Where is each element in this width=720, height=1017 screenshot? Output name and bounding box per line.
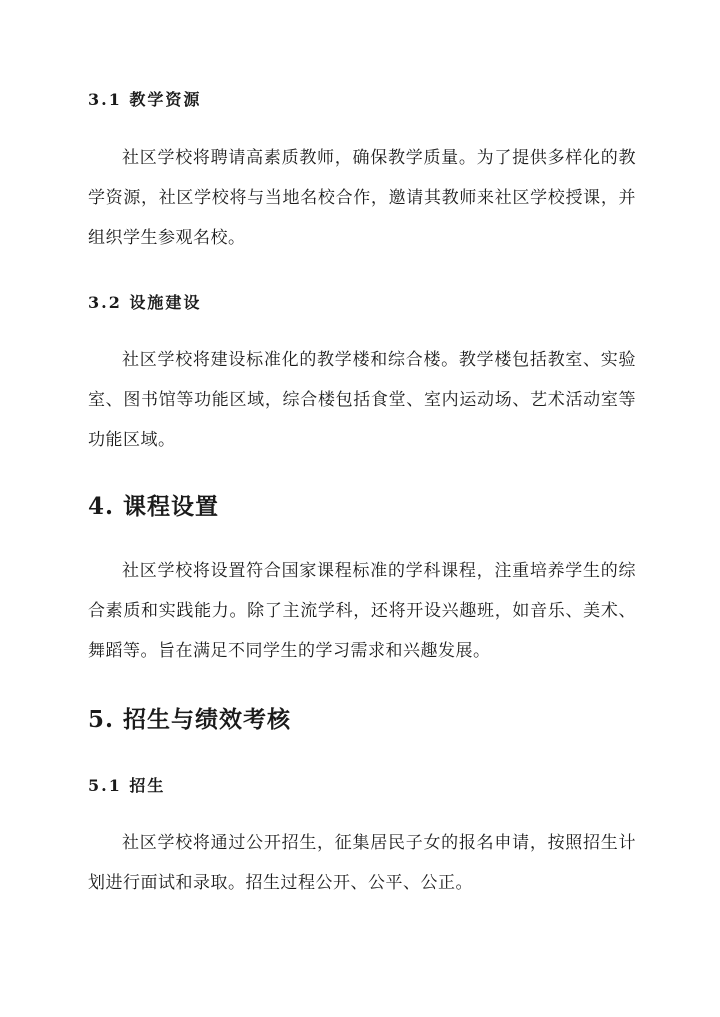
section-paragraph-3-2: 社区学校将建设标准化的教学楼和综合楼。教学楼包括教室、实验室、图书馆等功能区域，综合楼包括食堂、室内运动场、艺术活动室等功能区域。 (88, 350, 636, 450)
section-paragraph-4: 社区学校将设置符合国家课程标准的学科课程，注重培养学生的综合素质和实践能力。除了主流学科，还将开设兴趣班，如音乐、美术、舞蹈等。旨在满足不同学生的学习需求和兴趣发展。 (88, 561, 636, 661)
section-heading-4: 4. 课程设置 (88, 493, 220, 520)
section-heading-5-1: 5.1 招生 (88, 776, 166, 795)
section-heading-3-1: 3.1 教学资源 (88, 90, 202, 109)
section-paragraph-5-1: 社区学校将通过公开招生，征集居民子女的报名申请，按照招生计划进行面试和录取。招生过程公开、公平、公正。 (88, 833, 636, 893)
section-heading-5: 5. 招生与绩效考核 (88, 706, 292, 733)
section-paragraph-3-1: 社区学校将聘请高素质教师，确保教学质量。为了提供多样化的教学资源，社区学校将与当地名校合作，邀请其教师来社区学校授课，并组织学生参观名校。 (88, 148, 636, 248)
section-heading-3-2: 3.2 设施建设 (88, 293, 202, 312)
